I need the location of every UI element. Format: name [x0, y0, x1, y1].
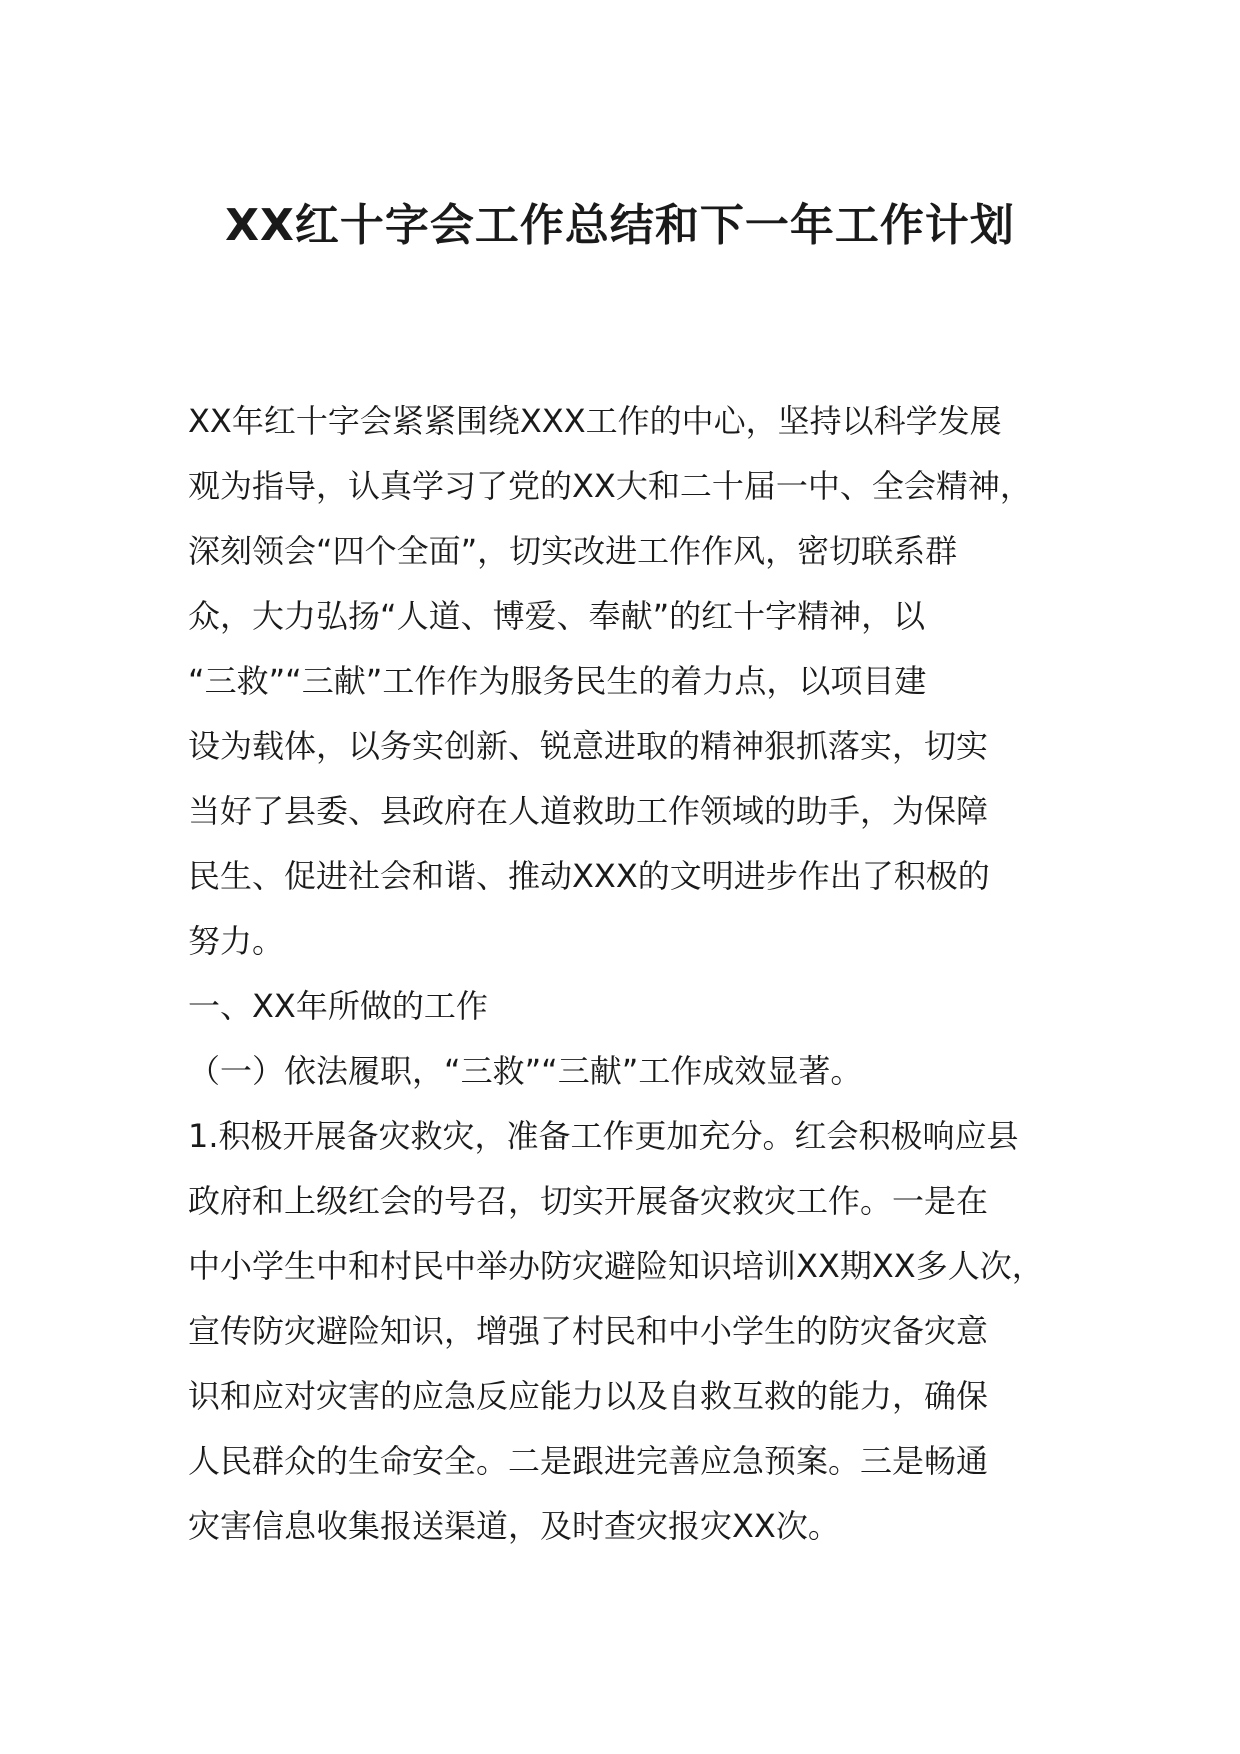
subsection-heading: （一）依法履职，“三救”“三献”工作成效显著。	[188, 1052, 863, 1090]
text-line: 深刻领会“四个全面”，切实改进工作作风，密切联系群	[188, 532, 958, 570]
text-line: 努力。	[188, 922, 285, 960]
text-line: 政府和上级红会的号召，切实开展备灾救灾工作。一是在	[188, 1182, 989, 1220]
text-line: 灾害信息收集报送渠道，及时查灾报灾XX次。	[188, 1507, 840, 1545]
text-line: 民生、促进社会和谐、推动XXX的文明进步作出了积极的	[188, 857, 990, 895]
text-line: XX年红十字会紧紧围绕XXX工作的中心，坚持以科学发展	[188, 402, 1002, 440]
text-line: 宣传防灾避险知识，增强了村民和中小学生的防灾备灾意	[188, 1312, 989, 1350]
text-line: “三救”“三献”工作作为服务民生的着力点，以项目建	[188, 662, 927, 700]
text-line: 设为载体，以务实创新、锐意进取的精神狠抓落实，切实	[188, 727, 989, 765]
text-line: 众，大力弘扬“人道、博爱、奉献”的红十字精神，以	[188, 597, 926, 635]
section-heading: 一、XX年所做的工作	[188, 987, 488, 1025]
document-title: XX红十字会工作总结和下一年工作计划	[225, 200, 1015, 251]
text-line: 当好了县委、县政府在人道救助工作领域的助手，为保障	[188, 792, 989, 830]
text-line: 中小学生中和村民中举办防灾避险知识培训XX期XX多人次，	[188, 1247, 1044, 1285]
text-line: 观为指导，认真学习了党的XX大和二十届一中、全会精神，	[188, 467, 1032, 505]
document-body	[188, 389, 1088, 1559]
text-line: 识和应对灾害的应急反应能力以及自救互救的能力，确保	[188, 1377, 989, 1415]
text-line: 人民群众的生命安全。二是跟进完善应急预案。三是畅通	[188, 1442, 989, 1480]
text-line: 1.积极开展备灾救灾，准备工作更加充分。红会积极响应县	[188, 1117, 1019, 1155]
